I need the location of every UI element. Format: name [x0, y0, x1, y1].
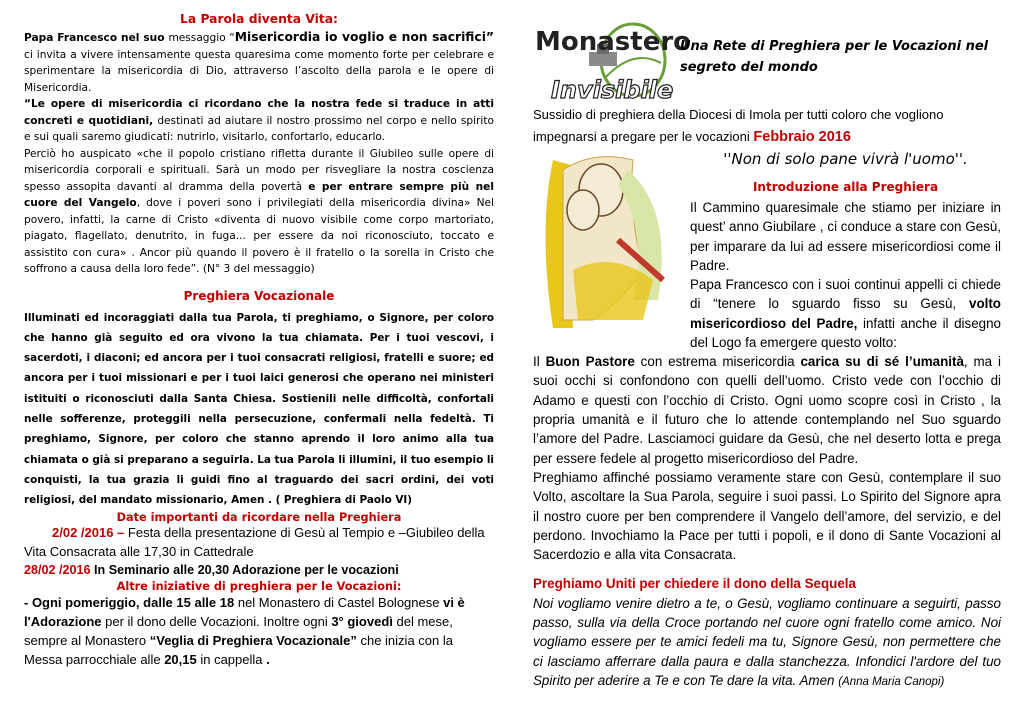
text-run: Festa della presentazione di Gesù al Tempio e –Giubileo della Vita Consacrata alle 17,30 in Cattedrale	[24, 525, 485, 559]
text-run: in cappella	[196, 651, 267, 667]
text-run: Papa Francesco con i suoi continui appelli ci chiede di “tenere lo sguardo fisso su Gesù,	[690, 277, 1001, 312]
text-run: 28/02 /2016	[24, 563, 91, 578]
intro-body	[533, 275, 1001, 692]
logo-text-top: Monastero	[535, 27, 692, 57]
text-run: per il dono delle Vocazioni. Inoltre ogni	[101, 613, 332, 629]
paragraph-messaggio	[24, 29, 494, 96]
title-altre-iniziative: Altre iniziative di preghiera per le Vocazioni:	[116, 579, 402, 593]
intro-3	[533, 352, 1001, 468]
date-1	[24, 524, 494, 561]
text-run: 3° giovedì	[331, 613, 393, 629]
paragraph-giubileo	[24, 146, 494, 278]
text-run: Misericordia io voglio e non sacrifici”	[234, 30, 494, 44]
paragraph-iniziative	[24, 593, 494, 669]
text-run: “Le opere di misericordia ci ricordano che la nostra fede si traduce in atti concreti e quotidiani,	[24, 98, 494, 127]
monastero-invisibile-logo	[533, 18, 692, 104]
month-label: Febbraio 2016	[753, 129, 851, 145]
intro-2	[690, 275, 1001, 352]
text-run: che inizia con la Messa parrocchiale alle	[24, 632, 453, 667]
text-run: - Ogni pomeriggio, dalle 15 alle 18	[24, 594, 235, 610]
motto: ''Non di solo pane vivrà l'uomo''.	[723, 150, 968, 168]
text-run: carica su di sé l’umanità	[800, 354, 964, 370]
sussidio-text	[533, 104, 1001, 148]
header-rete: Una Rete di Preghiera per le Vocazioni nel segreto del mondo	[680, 39, 989, 75]
intro-1: Il Cammino quaresimale che stiamo per iniziare in quest’ anno Giubilare , ci conduce a stare con Gesù, per imparare da lui ad essere misericordiosi come il Padre.	[690, 200, 1001, 273]
text-run: , ma i suoi occhi si confondono con quelli dell’uomo. Cristo vede con l’occhio di Adamo e questi con l’occhio di Cristo. Ogni uomo scopre così in Cristo , la propria umanità e il futuro che lo attende contemplando nel Suo sguardo l’amore del Padre. Lasciamoci guidare da Gesù, che nel deserto lotta e prega per essere fedele al progetto misericordioso del Padre.	[533, 354, 1001, 466]
date-2	[24, 561, 494, 579]
text-run: del mese, sempre al Monastero	[24, 613, 453, 648]
logo-text-bottom: Invisibile	[551, 76, 674, 104]
title-date-importanti: Date importanti da ricordare nella Preghiera	[116, 511, 402, 525]
text-run: ci invita a vivere intensamente questa quaresima come momento forte per celebrare e sperimentare la misericordia di Dio, attraverso l’ascolto della parola e le opere di Misericordia.	[24, 48, 494, 94]
text-run: e per entrare sempre più nel cuore del Vangelo	[24, 180, 494, 209]
text-run: , dove i poveri sono i privilegiati della misericordia divina» Nel povero, infatti, la carne di Cristo «diventa di nuovo visibile come corpo martoriato, piagato, flagellato, denutrito, in fuga... per essere da noi riconosciuto, toccato e assistito con cura» . Ancor più quando il povero è il fratello o la sorella in Cristo che soffrono a causa della loro fede”. (N° 3 del messaggio)	[24, 197, 494, 275]
text-run: infatti anche il disegno del Logo fa emergere questo volto:	[690, 315, 1001, 350]
text-run: vi è l'Adorazione	[24, 594, 465, 629]
text-run: Il	[533, 354, 546, 370]
sequela-text: Noi vogliamo venire dietro a te, o Gesù, vogliamo continuare a seguirti, passo passo, sulla via della Croce portando nel cuore ogni fratello come amico. Noi vogliamo essere per te amici fedeli ma tu, Signore Gesù, non permettere che ci lasciamo afferrare dalla paura e dalla stanchezza. Infondici l'ardore del tuo Spirito per aderire a Te e con Te dare la vita. Amen	[533, 595, 1001, 688]
text-run: .	[266, 651, 270, 667]
text-run: volto misericordioso del Padre,	[690, 296, 1001, 331]
text-run: Perciò ho auspicato «che il popolo cristiano rifletta durante il Giubileo sulle opere di misericordia corporali e spirituali. Sarà un modo per risvegliare la nostra coscienza spesso assopita davanti al dramma della povertà	[24, 147, 494, 193]
left-column	[24, 0, 494, 669]
title-introduzione: Introduzione alla Preghiera	[752, 180, 939, 194]
text-run: destinati ad aiutare il nostro prossimo nel corpo e nello spirito e sui quali saremo giudicati: nutrirlo, visitarlo, confortarlo, educarlo.	[24, 114, 494, 143]
text-run: Buon Pastore	[545, 354, 635, 370]
sussidio-body: Sussidio di preghiera della Diocesi di Imola per tutti coloro che vogliono impegnarsi a pregare per le vocazioni	[533, 107, 944, 144]
text-run: con estrema misericordia	[634, 354, 801, 370]
text-run: messaggio “	[168, 32, 235, 44]
prayer-text: Illuminati ed incoraggiati dalla tua Parola, ti preghiamo, o Signore, per coloro che hanno già seguito ed ora vivono la tua chiamata. Per i tuoi vescovi, i sacerdoti, i diaconi; ed ancora per i tuoi consacrati religiosi, fratelli e suore; ed ancora per i tuoi missionari e per i tuoi laici generosi che operano nei ministeri istituiti o riconosciuti dalla Santa Chiesa. Sostienili nelle difficoltà, confortali nelle sofferenze, proteggili nella persecuzione, confermali nella fedeltà. Ti preghiamo, Signore, per coloro che stanno aprendo il loro animo alla tua chiamata o già si preparano a seguirla. La tua Parola li illumini, il tuo esempio li conquisti, la tua grazia li guidi fino al traguardo dei sacri ordini, dei voti religiosi, del mandato missionario, Amen . ( Preghiera di Paolo VI)	[24, 311, 494, 507]
text-run: In Seminario alle 20,30 Adorazione per le vocazioni	[90, 563, 399, 578]
title-preghiera-vocazionale: Preghiera Vocazionale	[183, 288, 335, 303]
paragraph-opere	[24, 96, 494, 146]
title-sequela: Preghiamo Uniti per chiedere il dono della Sequela	[533, 576, 856, 592]
sequela-author: (Anna Maria Canopi)	[838, 675, 945, 688]
text-run: 2/02 /2016 –	[52, 525, 128, 541]
sequela-prayer	[533, 594, 1001, 692]
text-run: nel Monastero di Castel Bolognese	[234, 594, 444, 610]
text-run: “Veglia di Preghiera Vocazionale”	[149, 632, 357, 648]
text-run: Papa Francesco nel suo	[24, 32, 169, 44]
intro-4: Preghiamo affinché possiamo veramente stare con Gesù, contemplare il suo Volto, ascoltare la Sua Parola, seguire i suoi passi. Lo Spirito del Signore apra il nostro cuore per ben comprendere il Vangelo dell’amore, del servizio, e del perdono. Invochiamo la Pace per tutti i popoli, e il dono di Sante Vocazioni al Sacerdozio e alla vita Consacrata.	[533, 469, 1001, 563]
text-run: 20,15	[164, 651, 197, 667]
title-parola: La Parola diventa Vita:	[180, 12, 338, 26]
